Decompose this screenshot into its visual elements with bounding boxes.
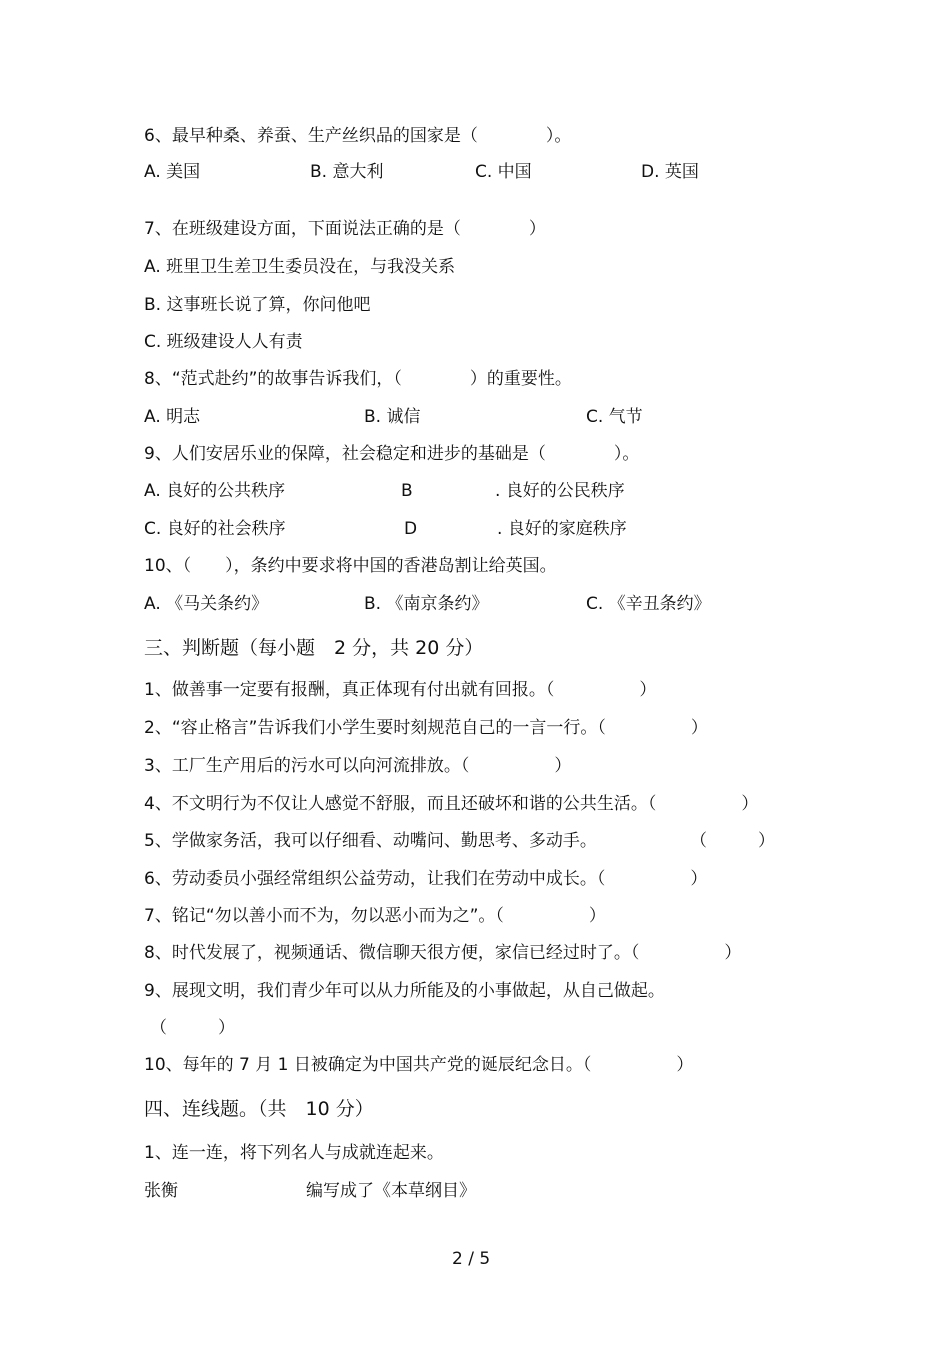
- q9-option-b-text: . 良好的公民秩序: [495, 481, 625, 501]
- judge-item-4: 4、不文明行为不仅让人感觉不舒服，而且还破坏和谐的公共生活。（ ）: [144, 794, 759, 814]
- judge-item-9: 9、展现文明，我们青少年可以从力所能及的小事做起，从自己做起。: [144, 981, 665, 1001]
- page-number: 2 / 5: [452, 1249, 491, 1269]
- match-question-1: 1、连一连，将下列名人与成就连起来。: [144, 1143, 444, 1163]
- judge-item-5: 5、学做家务活，我可以仔细看、动嘴问、勤思考、多动手。: [144, 831, 597, 851]
- match-left-item: 张衡: [144, 1181, 178, 1201]
- q9-option-b-letter: B: [401, 481, 413, 501]
- q9-option-d-text: . 良好的家庭秩序: [497, 519, 627, 539]
- q7-option-c: C. 班级建设人人有责: [144, 332, 303, 352]
- q8-option-a: A. 明志: [144, 407, 201, 427]
- q10-stem: 10、（ ），条约中要求将中国的香港岛割让给英国。: [144, 556, 557, 576]
- judge-item-9-blank: （ ）: [150, 1018, 235, 1038]
- q9-option-c: C. 良好的社会秩序: [144, 519, 286, 539]
- q8-stem: 8、“范式赴约”的故事告诉我们，（ ）的重要性。: [144, 369, 572, 389]
- q8-option-c: C. 气节: [586, 407, 643, 427]
- q9-stem: 9、人们安居乐业的保障，社会稳定和进步的基础是（ ）。: [144, 444, 640, 464]
- judge-item-1: 1、做善事一定要有报酬，真正体现有付出就有回报。（ ）: [144, 680, 657, 700]
- q6-option-d: D. 英国: [641, 162, 699, 182]
- judge-item-6: 6、劳动委员小强经常组织公益劳动，让我们在劳动中成长。（ ）: [144, 869, 708, 889]
- judge-item-3: 3、工厂生产用后的污水可以向河流排放。（ ）: [144, 756, 572, 776]
- match-right-item: 编写成了《本草纲目》: [306, 1181, 476, 1201]
- q9-option-a: A. 良好的公共秩序: [144, 481, 286, 501]
- judge-item-8: 8、时代发展了，视频通话、微信聊天很方便，家信已经过时了。（ ）: [144, 943, 742, 963]
- q10-option-a: A. 《马关条约》: [144, 594, 269, 614]
- judge-item-2: 2、“容止格言”告诉我们小学生要时刻规范自己的一言一行。（ ）: [144, 718, 708, 738]
- q10-option-c: C. 《辛丑条约》: [586, 594, 711, 614]
- q6-option-a: A. 美国: [144, 162, 201, 182]
- q6-stem: 6、最早种桑、养蚕、生产丝织品的国家是（ ）。: [144, 126, 572, 146]
- judge-item-7: 7、铭记“勿以善小而不为，勿以恶小而为之”。（ ）: [144, 906, 606, 926]
- section4-title: 四、连线题。（共 10 分）: [144, 1098, 374, 1120]
- q7-stem: 7、在班级建设方面，下面说法正确的是（ ）: [144, 219, 546, 239]
- q7-option-b: B. 这事班长说了算，你问他吧: [144, 295, 371, 315]
- q9-option-d-letter: D: [404, 519, 418, 539]
- q6-option-c: C. 中国: [475, 162, 532, 182]
- judge-item-10: 10、每年的 7 月 1 日被确定为中国共产党的诞辰纪念日。（ ）: [144, 1055, 694, 1075]
- q10-option-b: B. 《南京条约》: [364, 594, 489, 614]
- q7-option-a: A. 班里卫生差卫生委员没在，与我没关系: [144, 257, 456, 277]
- q8-option-b: B. 诚信: [364, 407, 421, 427]
- judge-item-5-blank: （ ）: [690, 831, 775, 851]
- section3-title: 三、判断题（每小题 2 分，共 20 分）: [144, 637, 484, 659]
- q6-option-b: B. 意大利: [310, 162, 384, 182]
